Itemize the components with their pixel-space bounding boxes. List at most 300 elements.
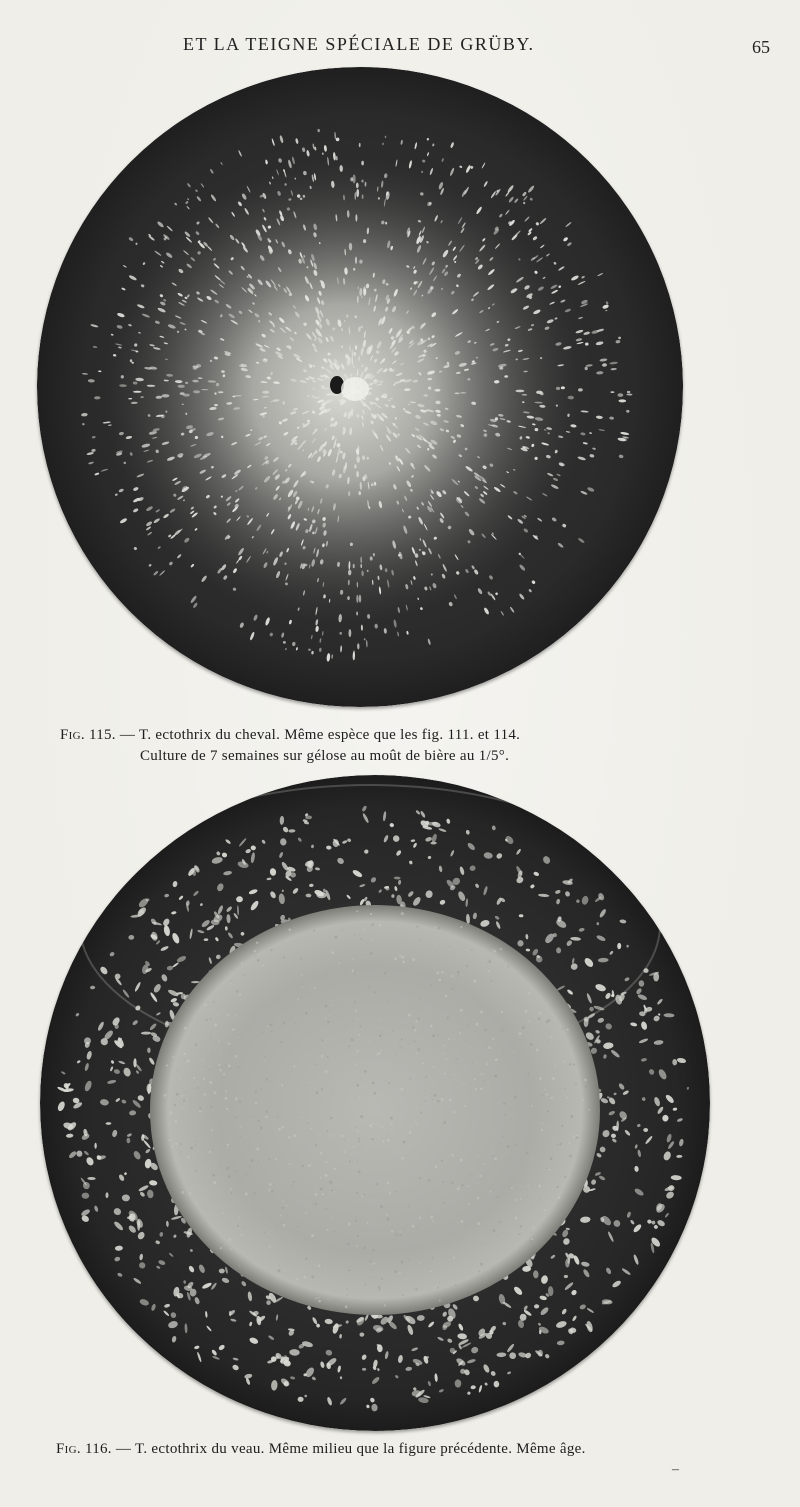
colony-grain: [357, 1130, 359, 1132]
printer-mark: –: [672, 1462, 679, 1477]
colony-grain: [245, 1174, 246, 1175]
colony-grain: [437, 1287, 439, 1289]
colony-grain: [227, 1144, 229, 1146]
colony-grain: [214, 1023, 217, 1026]
colony-grain: [354, 1001, 356, 1003]
colony-grain: [463, 1029, 464, 1030]
colony-grain: [532, 1226, 535, 1229]
colony-grain: [278, 1052, 279, 1053]
colony-grain: [558, 1196, 561, 1199]
colony-grain: [197, 1087, 199, 1089]
colony-grain: [349, 1161, 351, 1163]
colony-grain: [359, 1025, 361, 1027]
colony-grain: [466, 965, 468, 967]
colony-grain: [332, 1094, 333, 1095]
page-number: 65: [752, 37, 770, 57]
colony-grain: [482, 1154, 483, 1155]
colony-grain: [488, 1082, 489, 1083]
colony-grain: [187, 1156, 190, 1159]
colony-grain: [401, 912, 404, 915]
colony-grain: [262, 1032, 263, 1033]
colony-grain: [392, 1030, 393, 1031]
colony-grain: [285, 1205, 287, 1207]
colony-grain: [211, 1225, 213, 1227]
colony-speck: [353, 564, 355, 568]
colony-grain: [449, 946, 450, 947]
colony-grain: [419, 1217, 421, 1219]
colony-grain: [436, 944, 437, 945]
colony-grain: [347, 1288, 348, 1289]
colony-grain: [212, 1149, 213, 1150]
colony-grain: [554, 1065, 556, 1067]
colony-grain: [213, 1001, 215, 1003]
colony-grain: [582, 1099, 584, 1101]
colony-grain: [211, 1055, 212, 1056]
colony-grain: [171, 1145, 173, 1147]
colony-grain: [184, 1027, 187, 1030]
colony-grain: [566, 1083, 567, 1084]
colony-grain: [243, 974, 245, 976]
colony-grain: [298, 1028, 299, 1029]
colony-grain: [314, 987, 316, 989]
colony-grain: [435, 1165, 438, 1168]
colony-grain: [557, 1144, 559, 1146]
colony-grain: [401, 1261, 404, 1264]
colony-grain: [459, 1033, 461, 1035]
colony-grain: [373, 1263, 375, 1265]
colony-grain: [325, 1005, 328, 1008]
colony-grain: [426, 1213, 427, 1214]
colony-grain: [372, 1123, 374, 1125]
colony-grain: [503, 1102, 506, 1105]
colony-grain: [364, 1070, 367, 1073]
colony-grain: [254, 1192, 256, 1194]
colony-grain: [460, 926, 462, 928]
figure-116-label: Fig. 116.: [56, 1441, 112, 1457]
colony-grain: [370, 1195, 371, 1196]
colony-grain: [327, 1021, 329, 1023]
colony-grain: [584, 1089, 585, 1090]
colony-grain: [381, 1127, 383, 1129]
colony-grain: [457, 1188, 460, 1191]
colony-grain: [451, 975, 453, 977]
colony-grain: [278, 1269, 281, 1272]
colony-grain: [255, 1102, 257, 1104]
colony-grain: [400, 1193, 401, 1194]
colony-grain: [174, 1104, 176, 1106]
colony-grain: [539, 1198, 540, 1199]
colony-grain: [381, 1031, 382, 1032]
colony-grain: [358, 1034, 360, 1036]
colony-grain: [441, 1079, 442, 1080]
colony-grain: [587, 1083, 589, 1085]
colony-grain: [408, 1259, 410, 1261]
colony-grain: [228, 1252, 230, 1254]
colony-grain: [284, 1044, 285, 1045]
colony-grain: [335, 1192, 336, 1193]
colony-grain: [280, 1041, 282, 1043]
colony-grain: [314, 921, 316, 923]
colony-grain: [551, 1097, 553, 1099]
colony-grain: [241, 1234, 243, 1236]
colony-grain: [288, 928, 291, 931]
colony-grain: [526, 1058, 527, 1059]
colony-grain: [558, 1029, 559, 1030]
colony-grain: [484, 1080, 485, 1081]
colony-grain: [410, 1078, 412, 1080]
colony-grain: [205, 1160, 206, 1161]
colony-grain: [204, 1093, 206, 1095]
colony-grain: [400, 1234, 402, 1236]
colony-grain: [401, 1046, 402, 1047]
colony-grain: [241, 962, 243, 964]
colony-grain: [541, 1129, 543, 1131]
colony-grain: [325, 1070, 328, 1073]
colony-grain: [514, 1216, 517, 1219]
colony-grain: [191, 1189, 192, 1190]
colony-grain: [310, 1128, 312, 1130]
colony-grain: [321, 1055, 323, 1057]
colony-grain: [467, 1185, 469, 1187]
colony-grain: [311, 1275, 314, 1278]
colony-speck: [133, 391, 142, 393]
colony-grain: [380, 1019, 381, 1020]
colony-grain: [216, 1014, 217, 1015]
colony-grain: [327, 975, 328, 976]
colony-grain: [366, 1222, 368, 1224]
colony-grain: [164, 1094, 167, 1097]
colony-grain: [568, 1142, 570, 1144]
colony-grain: [416, 1020, 418, 1022]
colony-grain: [455, 1284, 457, 1286]
colony-grain: [409, 1131, 412, 1134]
colony-grain: [380, 1050, 381, 1051]
colony-grain: [235, 1097, 238, 1100]
colony-grain: [471, 1174, 472, 1175]
colony-grain: [538, 1017, 541, 1020]
colony-grain: [271, 1245, 272, 1246]
colony-grain: [443, 1052, 445, 1054]
figure-115-caption-text: — T. ectothrix du cheval. Même espèce que les fig. 111. et 114.: [119, 727, 521, 743]
colony-grain: [534, 978, 536, 980]
colony-grain: [297, 1225, 299, 1227]
colony-grain: [183, 1100, 185, 1102]
colony-grain: [356, 910, 358, 912]
colony-grain: [395, 1053, 396, 1054]
colony-grain: [356, 1084, 359, 1087]
colony-grain: [395, 936, 396, 937]
colony-grain: [265, 1111, 267, 1113]
colony-grain: [199, 1107, 201, 1109]
colony-grain: [180, 1151, 182, 1153]
colony-grain: [526, 1152, 529, 1155]
colony-grain: [202, 1060, 203, 1061]
colony-grain: [302, 986, 303, 987]
colony-grain: [394, 1270, 397, 1273]
colony-grain: [380, 1205, 383, 1208]
colony-grain: [482, 953, 483, 954]
colony-grain: [327, 1299, 328, 1300]
colony-grain: [219, 1069, 221, 1071]
colony-grain: [431, 1257, 433, 1259]
colony-grain: [365, 957, 366, 958]
colony-grain: [387, 1072, 388, 1073]
colony-grain: [190, 1147, 193, 1150]
colony-grain: [206, 1019, 208, 1021]
colony-speck: [355, 214, 357, 221]
colony-grain: [485, 1278, 486, 1279]
colony-grain: [437, 1100, 440, 1103]
colony-grain: [483, 964, 484, 965]
colony-grain: [370, 952, 373, 955]
colony-grain: [439, 1300, 441, 1302]
colony-grain: [477, 1154, 478, 1155]
colony-grain: [430, 1025, 433, 1028]
colony-grain: [359, 995, 360, 996]
colony-grain: [175, 1142, 178, 1145]
colony-grain: [283, 1022, 285, 1024]
colony-grain: [230, 1188, 232, 1190]
colony-grain: [313, 929, 315, 931]
colony-grain: [229, 971, 230, 972]
colony-grain: [359, 1177, 360, 1178]
colony-grain: [378, 1286, 381, 1289]
colony-grain: [396, 1234, 398, 1236]
colony-grain: [453, 1039, 454, 1040]
colony-grain: [384, 1304, 386, 1306]
colony-grain: [315, 1188, 316, 1189]
colony-grain: [355, 1126, 356, 1127]
colony-grain: [349, 1266, 350, 1267]
colony-grain: [392, 912, 394, 914]
colony-grain: [320, 1177, 322, 1179]
colony-grain: [351, 1101, 352, 1102]
colony-grain: [301, 974, 303, 976]
colony-grain: [394, 958, 397, 961]
colony-grain: [387, 1133, 388, 1134]
figure-115-caption-line2: Culture de 7 semaines sur gélose au moût de bière au 1/5°.: [140, 748, 510, 764]
colony-grain: [463, 1084, 465, 1086]
colony-grain: [543, 1225, 544, 1226]
colony-grain: [516, 1199, 518, 1201]
colony-grain: [493, 1229, 496, 1232]
colony-grain: [539, 1077, 542, 1080]
colony-grain: [480, 1011, 483, 1014]
colony-grain: [372, 1218, 373, 1219]
colony-grain: [358, 1138, 360, 1140]
colony-grain: [250, 1116, 251, 1117]
colony-grain: [225, 1090, 227, 1092]
colony-grain: [575, 1084, 577, 1086]
colony-grain: [469, 1203, 471, 1205]
colony-grain: [495, 1058, 498, 1061]
colony-grain: [402, 1295, 404, 1297]
colony-speck: [262, 391, 269, 394]
colony-grain: [277, 1116, 279, 1118]
colony-grain: [176, 1093, 179, 1096]
colony-grain: [237, 1225, 239, 1227]
colony-grain: [237, 1066, 239, 1068]
colony-grain: [363, 1194, 365, 1196]
colony-grain: [264, 1231, 266, 1233]
colony-grain: [265, 1116, 268, 1119]
colony-grain: [228, 1175, 231, 1178]
colony-grain: [181, 1095, 183, 1097]
colony-grain: [542, 1095, 544, 1097]
colony-grain: [273, 1034, 274, 1035]
colony-grain: [386, 1214, 388, 1216]
colony-grain: [207, 1083, 208, 1084]
colony-grain: [507, 1145, 510, 1148]
colony-grain: [528, 992, 530, 994]
colony-grain: [257, 959, 260, 962]
colony-grain: [210, 1037, 211, 1038]
colony-grain: [490, 980, 492, 982]
colony-grain: [483, 1163, 485, 1165]
colony-grain: [322, 1039, 324, 1041]
colony-grain: [492, 1155, 494, 1157]
colony-grain: [257, 1170, 258, 1171]
colony-grain: [415, 1121, 417, 1123]
colony-grain: [488, 1046, 491, 1049]
colony-grain: [383, 1140, 385, 1142]
colony-grain: [454, 1216, 455, 1217]
figure-116-caption: [56, 1441, 586, 1458]
colony-grain: [348, 1269, 350, 1271]
colony-grain: [250, 1236, 251, 1237]
colony-grain: [438, 927, 441, 930]
figure-115-caption: [60, 727, 520, 744]
colony-grain: [293, 1181, 295, 1183]
colony-grain: [420, 939, 421, 940]
colony-grain: [269, 1023, 272, 1026]
colony-grain: [222, 1220, 223, 1221]
colony-grain: [434, 1101, 435, 1102]
colony-grain: [435, 927, 437, 929]
colony-grain: [213, 1119, 214, 1120]
colony-grain: [199, 1110, 201, 1112]
colony-grain: [237, 1141, 238, 1142]
colony-grain: [245, 1192, 248, 1195]
colony-grain: [288, 1136, 290, 1138]
colony-grain: [352, 1161, 353, 1162]
colony-grain: [269, 956, 270, 957]
colony-grain: [402, 961, 405, 964]
colony-grain: [345, 1305, 348, 1308]
colony-grain: [460, 1009, 463, 1012]
colony-grain: [459, 989, 460, 990]
colony-grain: [251, 1159, 254, 1162]
colony-grain: [220, 1052, 221, 1053]
colony-grain: [418, 1018, 420, 1020]
colony-grain: [281, 1084, 283, 1086]
colony-grain: [515, 1144, 517, 1146]
colony-grain: [398, 1042, 399, 1043]
colony-grain: [530, 1232, 531, 1233]
colony-grain: [530, 1043, 533, 1046]
colony-grain: [371, 939, 373, 941]
colony-grain: [407, 1205, 409, 1207]
colony-grain: [416, 926, 418, 928]
colony-grain: [239, 1228, 240, 1229]
colony-grain: [442, 924, 444, 926]
colony-grain: [226, 1108, 228, 1110]
colony-grain: [271, 1190, 274, 1193]
colony-grain: [257, 1120, 260, 1123]
colony-grain: [193, 1016, 194, 1017]
colony-grain: [346, 1257, 347, 1258]
colony-grain: [481, 1226, 482, 1227]
colony-grain: [379, 1034, 382, 1037]
colony-grain: [268, 1246, 270, 1248]
colony-grain: [344, 1025, 345, 1026]
colony-grain: [211, 1129, 213, 1131]
colony-grain: [507, 1021, 508, 1022]
colony-grain: [187, 1060, 190, 1063]
colony-grain: [222, 1212, 224, 1214]
colony-grain: [213, 1181, 216, 1184]
colony-grain: [185, 1092, 186, 1093]
colony-grain: [307, 1122, 309, 1124]
colony-grain: [330, 1117, 332, 1119]
colony-grain: [190, 1099, 191, 1100]
colony-grain: [328, 1015, 329, 1016]
colony-grain: [363, 929, 365, 931]
colony-grain: [334, 1168, 336, 1170]
colony-grain: [281, 1126, 284, 1129]
colony-grain: [315, 1298, 317, 1300]
colony-grain: [310, 988, 311, 989]
colony-grain: [461, 1220, 464, 1223]
colony-grain: [220, 1164, 221, 1165]
colony-grain: [341, 1135, 344, 1138]
colony-grain: [325, 1202, 326, 1203]
colony-grain: [408, 1014, 411, 1017]
colony-grain: [445, 1058, 447, 1060]
colony-grain: [348, 1045, 350, 1047]
colony-grain: [528, 1072, 530, 1074]
colony-grain: [203, 1078, 205, 1080]
colony-grain: [196, 1170, 198, 1172]
colony-grain: [404, 955, 405, 956]
colony-grain: [270, 949, 272, 951]
colony-grain: [330, 1135, 332, 1137]
colony-grain: [369, 1125, 372, 1128]
colony-grain: [347, 1243, 350, 1246]
colony-grain: [327, 1291, 328, 1292]
colony-grain: [480, 1088, 482, 1090]
colony-grain: [354, 973, 355, 974]
colony-grain: [479, 1175, 481, 1177]
colony-grain: [335, 936, 338, 939]
colony-grain: [228, 1065, 231, 1068]
colony-grain: [282, 1200, 283, 1201]
colony-grain: [225, 1097, 228, 1100]
colony-grain: [218, 1040, 220, 1042]
colony-grain: [370, 1264, 372, 1266]
colony-grain: [573, 1063, 575, 1065]
colony-grain: [395, 1180, 396, 1181]
colony-grain: [228, 1238, 231, 1241]
colony-grain: [359, 1109, 360, 1110]
colony-grain: [546, 1020, 549, 1023]
colony-grain: [474, 1079, 476, 1081]
colony-grain: [430, 1216, 433, 1219]
colony-grain: [399, 1272, 401, 1274]
colony-grain: [305, 1212, 307, 1214]
colony-grain: [472, 1062, 473, 1063]
colony-grain: [254, 950, 257, 953]
